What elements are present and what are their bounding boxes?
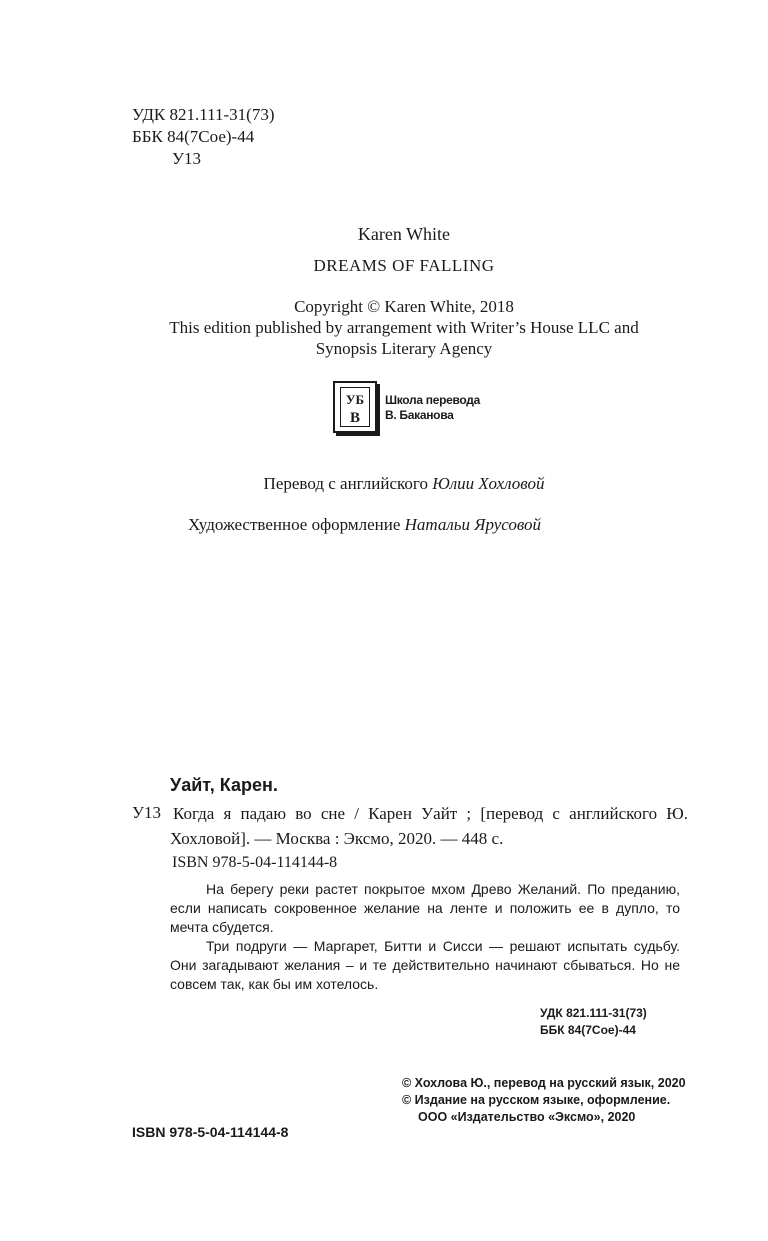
rights-block — [402, 1075, 692, 1126]
author-sign: У13 — [172, 149, 202, 168]
original-title: DREAMS OF FALLING — [313, 256, 495, 275]
logo-line-1: Школа перевода — [385, 393, 480, 407]
copyright-line: Copyright © Karen White, 2018 — [294, 297, 514, 316]
annotation-paragraph-2: Три подруги — Маргарет, Битти и Сисси — решают испытать судьбу. Они загадывают желания – и те действительно начинают сбываться. Но не совсем так, как бы им хотелось. — [170, 938, 680, 992]
translator-credit — [0, 474, 768, 494]
artist-credit — [188, 515, 541, 535]
art-prefix: Художественное оформление — [188, 515, 401, 534]
bibliographic-isbn: ISBN 978-5-04-114144-8 — [172, 854, 338, 871]
bibliographic-description: Когда я падаю во сне / Карен Уайт ; [перевод с английского Ю. Хохловой]. — Москва : Эксмо, 2020. — 448 с. — [170, 804, 688, 848]
translator-name: Юлии Хохловой — [432, 474, 545, 493]
bibliographic-sign: У13 — [132, 803, 162, 822]
logo-line-2: В. Баканова — [385, 408, 454, 422]
isbn-bottom: ISBN 978-5-04-114144-8 — [132, 1124, 289, 1140]
annotation-paragraph-1: На берегу реки растет покрытое мхом Древо Желаний. По преданию, если написать сокровенное желание на ленте и положить ее в дупло, то мечта сбудется. — [170, 881, 680, 935]
bottom-classification-codes — [540, 1005, 647, 1039]
udk-code: УДК 821.111-31(73) — [132, 105, 275, 124]
bbk-code: ББК 84(7Сое)-44 — [132, 127, 255, 146]
logo-glyph-top: УБ — [345, 392, 365, 407]
top-classification-codes — [132, 104, 274, 170]
translation-rights: © Хохлова Ю., перевод на русский язык, 2020 — [402, 1076, 686, 1090]
copyright-block — [0, 296, 768, 359]
edition-line: This edition published by arrangement with Writer’s House LLC and — [169, 318, 639, 337]
logo-emblem-icon — [333, 381, 377, 433]
agency-line: Synopsis Literary Agency — [315, 339, 493, 358]
logo-glyph-bottom: В — [349, 410, 360, 426]
logo-text — [385, 393, 480, 423]
bottom-udk-code: УДК 821.111-31(73) — [540, 1006, 647, 1020]
annotation — [170, 880, 680, 994]
bibliographic-author: Уайт, Карен. — [170, 775, 278, 795]
translation-prefix: Перевод с английского — [263, 474, 428, 493]
publisher-rights: © Издание на русском языке, оформление. ООО «Издательство «Эксмо», 2020 — [402, 1093, 671, 1124]
artist-name: Натальи Ярусовой — [404, 515, 542, 534]
translation-school-logo — [333, 381, 485, 437]
bottom-bbk-code: ББК 84(7Сое)-44 — [540, 1023, 636, 1037]
original-author: Karen White — [357, 224, 451, 244]
